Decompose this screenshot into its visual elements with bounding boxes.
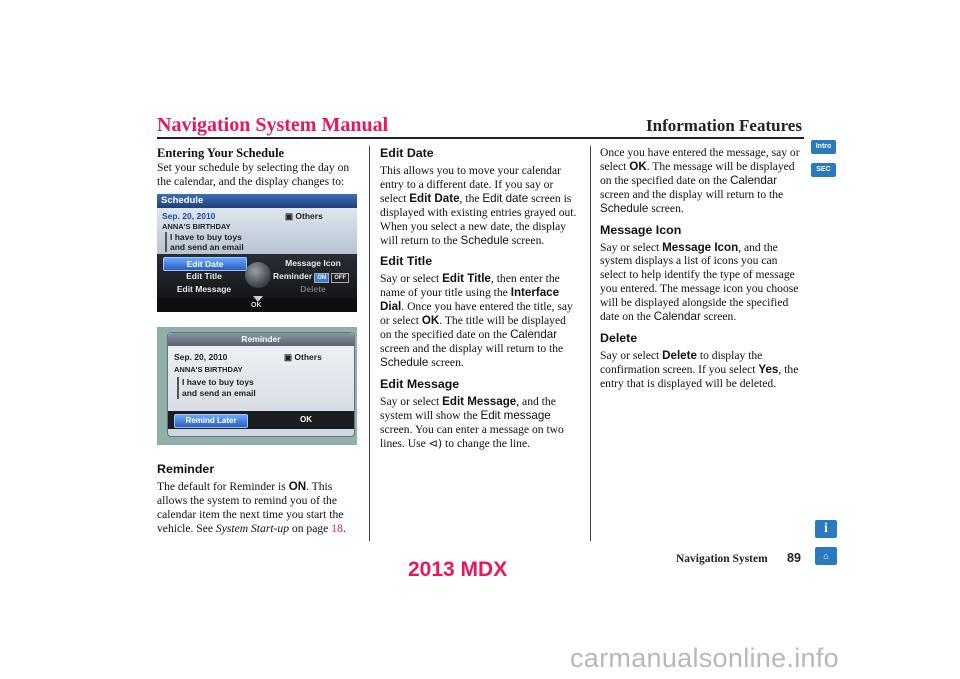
edit-date-text: This allows you to move your calendar entry to a different date. If you say or select Edit Date, the Edit date screen is displayed with existing entries grayed out. When you select a new date, the display will return to the Schedule screen. (380, 164, 577, 247)
watermark: carmanualsonline.info (570, 643, 839, 673)
column-divider-1 (369, 146, 370, 541)
delete-text: Say or select Delete to display the confirmation screen. If you select Yes, the entry that is displayed will be deleted. (600, 348, 799, 390)
page-number: 89 (787, 551, 801, 565)
info-icon[interactable]: i (815, 520, 837, 538)
reminder-heading: Reminder (157, 462, 215, 476)
reminder-event-title: ANNA'S BIRTHDAY (174, 365, 243, 374)
reminder-text: The default for Reminder is ON. This allows the system to remind you of the calendar item the next time you start the vehicle. See System Start-up on page 18. (157, 480, 346, 535)
section-title: Information Features (646, 116, 802, 135)
schedule-date: Sep. 20, 2010 (162, 211, 216, 221)
schedule-ok: OK (251, 302, 262, 309)
edit-title-text: Say or select Edit Title, then enter the name of your title using the Interface Dial. Once you have entered the title, say or select OK. The title will be displayed on the specified date on the Calendar screen and the display will return to the Schedule screen. (380, 272, 573, 369)
schedule-event-title: ANNA'S BIRTHDAY (162, 222, 231, 231)
reminder-screen-image (157, 327, 357, 445)
schedule-screen-image (157, 194, 357, 312)
delete-button: Delete (300, 284, 326, 294)
reminder-off-toggle: OFF (331, 273, 349, 283)
message-icon-text: Say or select Message Icon, and the system displays a list of icons you can select to help identify the type of message you entered. The message icon you choose will be displayed alongside the specified date on the Calendar screen. (600, 240, 799, 324)
reminder-screen-title: Reminder (168, 333, 354, 346)
interface-dial-icon (245, 262, 271, 288)
message-icon-button: Message Icon (285, 258, 341, 268)
edit-message-text: Say or select Edit Message, and the system will show the Edit message screen. You can enter a message on two lines. Use ⊲) to change the line. (380, 394, 564, 450)
reminder-section (157, 455, 362, 542)
footer-label: Navigation System (676, 553, 768, 565)
model-year-label: 2013 MDX (408, 558, 508, 581)
reminder-button: Reminder ON OFF (273, 270, 355, 282)
entering-schedule-heading: Entering Your Schedule (157, 146, 285, 160)
sec-tab[interactable]: SEC (811, 163, 836, 177)
manual-title: Navigation System Manual (157, 114, 389, 136)
reminder-date: Sep. 20, 2010 (174, 352, 228, 362)
others-icon: ▣ (285, 211, 296, 221)
talk-icon: ⊲) (428, 436, 443, 450)
column-2 (380, 141, 580, 456)
schedule-screen-title: Schedule (157, 194, 357, 208)
confirm-message-text: Once you have entered the message, say or select OK. The message will be displayed on the specified date on the Calendar screen and the display will return to the Schedule screen. (600, 146, 800, 215)
edit-title-heading: Edit Title (380, 254, 433, 269)
edit-title-button: Edit Title (186, 271, 222, 281)
edit-date-button: Edit Date (163, 257, 247, 271)
edit-date-heading: Edit Date (380, 146, 434, 160)
edit-message-heading: Edit Message (380, 376, 460, 391)
reminder-ok-button: OK (300, 415, 312, 424)
system-startup-ref: System Start-up (215, 521, 290, 535)
reminder-message: I have to buy toys and send an email (177, 377, 256, 399)
column-divider-2 (590, 146, 591, 541)
remind-later-button: Remind Later (174, 414, 248, 428)
others-icon: ▣ (284, 352, 295, 362)
message-icon-heading: Message Icon (600, 222, 682, 237)
page-18-link[interactable]: 18 (331, 521, 343, 535)
schedule-others: ▣ Others (285, 211, 323, 221)
schedule-message: I have to buy toys and send an email (165, 232, 244, 252)
intro-tab[interactable]: Intro (811, 140, 836, 154)
reminder-others: ▣ Others (284, 352, 322, 362)
delete-heading: Delete (600, 330, 638, 345)
column-1 (157, 146, 360, 195)
edit-message-button: Edit Message (176, 284, 232, 294)
home-icon[interactable]: ⌂ (815, 547, 837, 565)
column-3 (600, 146, 803, 397)
entering-schedule-text: Set your schedule by selecting the day on the calendar, and the display changes to: (157, 161, 350, 188)
header-rule (157, 137, 804, 139)
reminder-on-toggle: ON (314, 273, 329, 283)
